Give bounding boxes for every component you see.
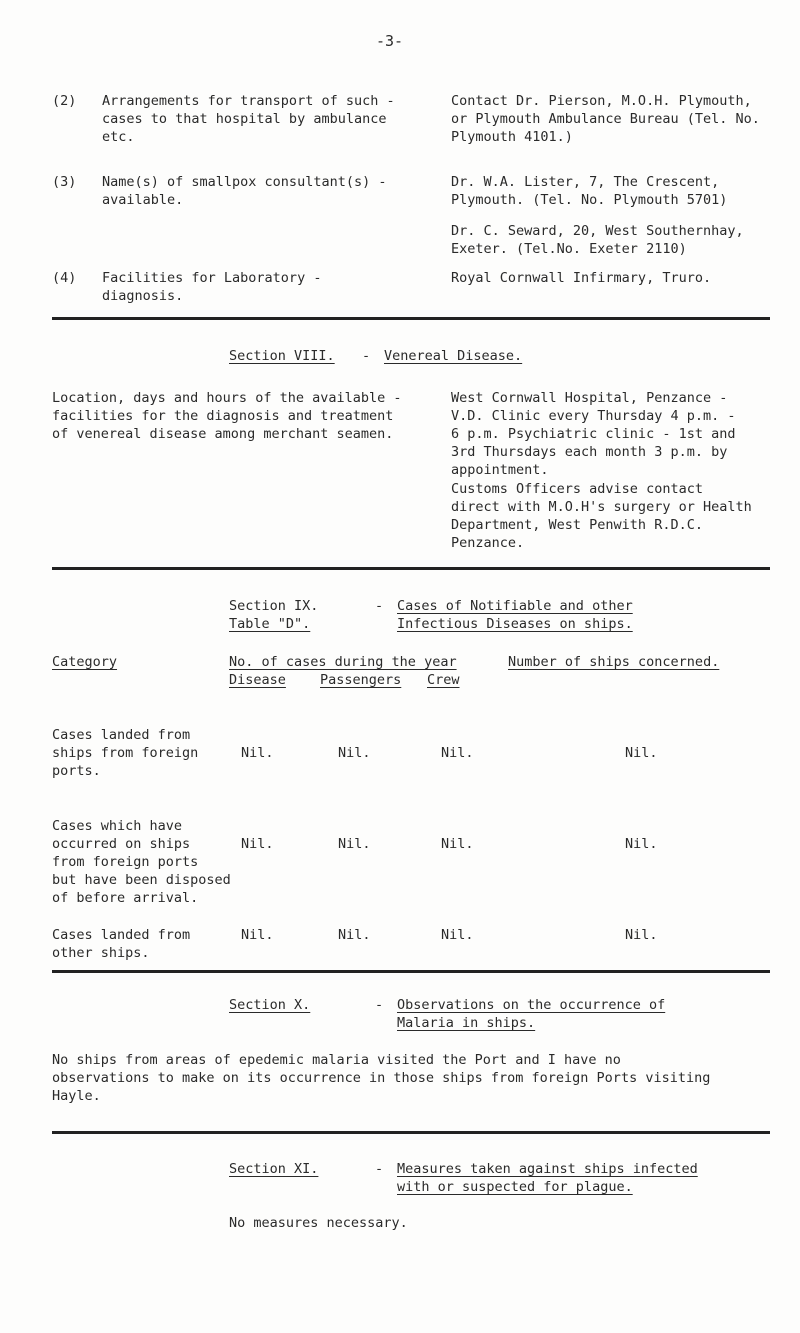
section-body: No measures necessary.: [229, 1215, 408, 1231]
table-cell-passengers: Nil.: [338, 927, 371, 943]
table-cell-crew: Nil.: [441, 927, 474, 943]
section-label: Location, days and hours of the available - facilities for the diagnosis and treatment of venereal disease among merchant seamen.: [52, 390, 402, 442]
page-number: -3-: [376, 32, 404, 50]
section-title-line2: Malaria in ships.: [397, 1015, 536, 1031]
section-heading: Section XI.: [229, 1161, 319, 1177]
section-title-line2: Infectious Diseases on ships.: [397, 616, 633, 632]
header-cases-during-year: No. of cases during the year: [229, 654, 457, 670]
section-title: Venereal Disease.: [384, 348, 523, 364]
section-heading: Section VIII.: [229, 348, 335, 364]
header-passengers: Passengers: [320, 672, 402, 688]
table-cell-disease: Nil.: [241, 745, 274, 761]
section-divider: [52, 567, 770, 570]
table-label: Table "D".: [229, 616, 311, 632]
section-title-line1: Cases of Notifiable and other: [397, 598, 633, 614]
table-cell-disease: Nil.: [241, 927, 274, 943]
table-cell-crew: Nil.: [441, 745, 474, 761]
section-heading: Section IX.: [229, 598, 319, 614]
heading-dash: -: [375, 598, 384, 614]
table-cell-ships: Nil.: [625, 836, 658, 852]
section-body: No ships from areas of epedemic malaria visited the Port and I have no observations to make on its occurrence in those ships from foreign Ports visiting Hayle.: [52, 1052, 711, 1104]
item-value: Dr. W.A. Lister, 7, The Crescent, Plymouth. (Tel. No. Plymouth 5701): [451, 174, 728, 208]
section-divider: [52, 1131, 770, 1134]
section-value: West Cornwall Hospital, Penzance - V.D. Clinic every Thursday 4 p.m. - 6 p.m. Psychiatric clinic - 1st and 3rd Thursdays each month 3 p.m. by appointment.: [451, 390, 736, 478]
section-value-secondary: Customs Officers advise contact direct with M.O.H's surgery or Health Department, West Penwith R.D.C. Penzance.: [451, 481, 752, 551]
heading-dash: -: [375, 997, 384, 1013]
header-category: Category: [52, 654, 118, 670]
item-label: Facilities for Laboratory - diagnosis.: [102, 270, 322, 304]
header-disease: Disease: [229, 672, 286, 688]
item-label: Name(s) of smallpox consultant(s) - available.: [102, 174, 387, 208]
section-title-line1: Observations on the occurrence of: [397, 997, 666, 1013]
item-value-secondary: Dr. C. Seward, 20, West Southernhay, Exeter. (Tel.No. Exeter 2110): [451, 223, 744, 257]
item-number: (4): [52, 270, 77, 286]
table-row-category: Cases landed from ships from foreign ports.: [52, 727, 199, 779]
table-row-category: Cases which have occurred on ships from foreign ports but have been disposed of before arrival.: [52, 818, 231, 906]
table-row-category: Cases landed from other ships.: [52, 927, 191, 961]
item-number: (3): [52, 174, 77, 190]
section-divider: [52, 317, 770, 320]
table-cell-ships: Nil.: [625, 745, 658, 761]
item-value: Contact Dr. Pierson, M.O.H. Plymouth, or Plymouth Ambulance Bureau (Tel. No. Plymouth 4101.): [451, 93, 760, 145]
table-cell-passengers: Nil.: [338, 745, 371, 761]
header-ships: Number of ships concerned.: [508, 654, 720, 670]
table-cell-crew: Nil.: [441, 836, 474, 852]
section-heading: Section X.: [229, 997, 311, 1013]
item-value: Royal Cornwall Infirmary, Truro.: [451, 270, 712, 286]
header-crew: Crew: [427, 672, 460, 688]
item-label: Arrangements for transport of such - cases to that hospital by ambulance etc.: [102, 93, 395, 145]
heading-dash: -: [362, 348, 371, 364]
item-number: (2): [52, 93, 77, 109]
section-title-line2: with or suspected for plague.: [397, 1179, 633, 1195]
table-cell-passengers: Nil.: [338, 836, 371, 852]
section-divider: [52, 970, 770, 973]
table-cell-ships: Nil.: [625, 927, 658, 943]
table-cell-disease: Nil.: [241, 836, 274, 852]
heading-dash: -: [375, 1161, 384, 1177]
section-title-line1: Measures taken against ships infected: [397, 1161, 698, 1177]
